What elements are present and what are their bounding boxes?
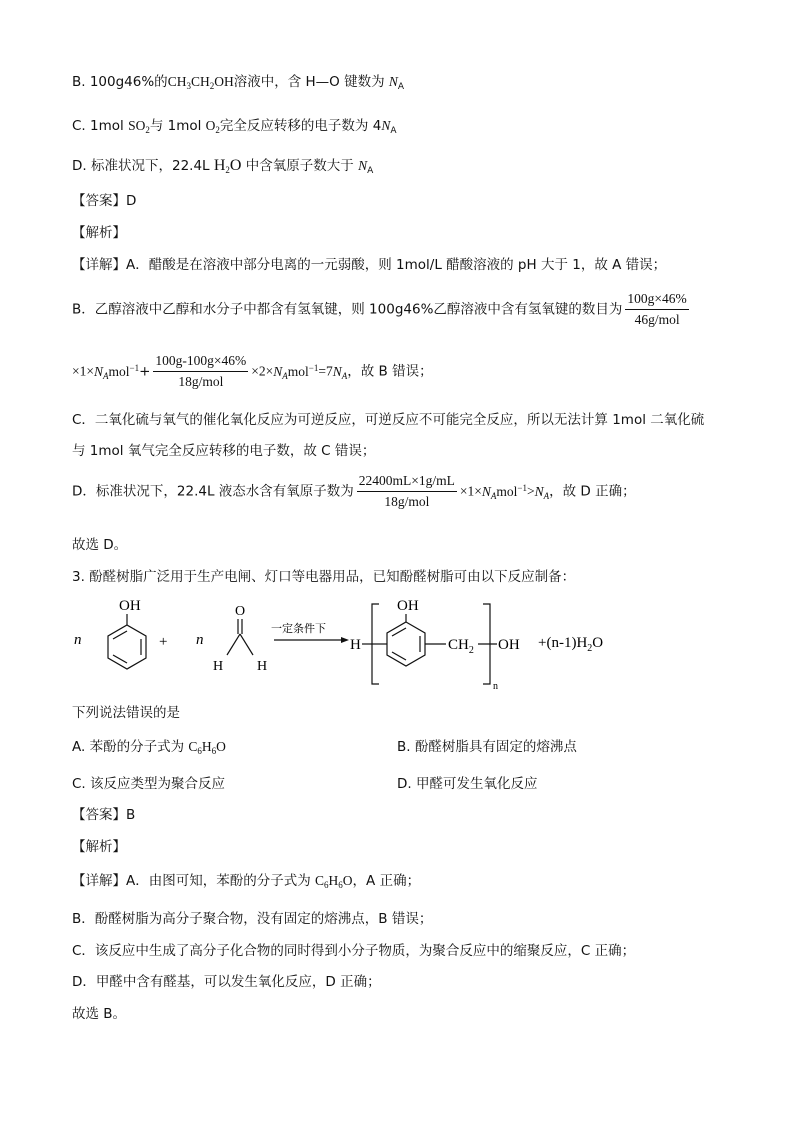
q2-choose: 故选 D。 (72, 537, 128, 553)
plus-sign: + (139, 363, 151, 380)
na-symbol: $N_A$ (93, 363, 109, 381)
q2-detail-a: 【详解】A．醋酸是在溶液中部分电离的一元弱酸，则 1mol/L 醋酸溶液的 pH 大于 1，故 A 错误； (72, 257, 667, 273)
water-byproduct: $+(n-1)H_2O$ (538, 635, 604, 654)
mol-unit: mol$^{-1}$ (496, 482, 527, 499)
na-symbol: $N_A$ (534, 483, 550, 501)
na-subscript: A (390, 126, 397, 136)
option-c-mid: 与 1mol (149, 118, 206, 134)
detail-d-text: D．标准状况下，22.4L 液态水含有氧原子数为 (72, 483, 354, 500)
q3-option-c[interactable]: C. 该反应类型为聚合反应 (72, 776, 226, 792)
greater-than: > (526, 483, 535, 499)
detail-a-end: ，A 正确； (352, 873, 421, 889)
na-subscript: A (367, 166, 374, 176)
arrow-head (341, 637, 349, 643)
reaction-condition: 一定条件下 (271, 623, 326, 635)
reaction-scheme (60, 592, 660, 692)
q2-detail-c-line1: C．二氧化硫与氧气的催化氧化反应为可逆反应，可逆反应不可能完全反应，所以无法计算 1mol 二氧化硫 (72, 412, 705, 428)
ch-bond (227, 634, 240, 655)
q3-detail-a (72, 872, 420, 890)
q3-analysis-heading: 【解析】 (72, 839, 126, 855)
formaldehyde-o: O (235, 604, 246, 619)
option-a-text: A. 苯酚的分子式为 (72, 739, 189, 755)
q3-detail-b: B．酚醛树脂为高分子聚合物，没有固定的熔沸点，B 错误； (72, 911, 433, 927)
option-c-suffix: 完全反应转移的电子数为 4 (219, 118, 382, 134)
q2-detail-d-line (72, 472, 636, 511)
q3-stem: 3. 酚醛树脂广泛用于生产电闸、灯口等电器用品，已知酚醛树脂可由以下反应制备： (72, 569, 576, 585)
option-c-line (72, 117, 397, 135)
phenol-formula: $C_6H_6O$ (315, 873, 353, 890)
detail-d-end: ，故 D 正确； (549, 483, 636, 500)
q3-choose: 故选 B。 (72, 1006, 127, 1022)
fraction-ethanol-moles: $\frac{100g\times 46\%}{\text{46g/mol}}$ (627, 291, 687, 327)
option-b-line (72, 73, 404, 91)
detail-b-end: ，故 B 错误； (347, 363, 433, 380)
q3-option-a[interactable] (72, 738, 226, 756)
na-symbol: $N_A$ (273, 363, 288, 381)
subscript-n: n (493, 681, 498, 692)
q3-option-d[interactable]: D. 甲醛可发生氧化反应 (397, 776, 538, 792)
times-text: ×2× (251, 363, 274, 379)
formaldehyde-h: H (257, 659, 268, 674)
detail-a-text: 【详解】A．由图可知，苯酚的分子式为 (72, 873, 316, 889)
na-symbol: N (381, 118, 391, 133)
q3-question: 下列说法错误的是 (72, 705, 180, 721)
option-d-prefix: D. 标准状况下，22.4L (72, 158, 214, 174)
equals-text: =7 (318, 363, 333, 379)
coef-n-formaldehyde: n (196, 632, 204, 648)
times-text: ×1× (72, 363, 94, 379)
q2-detail-c-line2: 与 1mol 氧气完全反应转移的电子数，故 C 错误； (72, 443, 376, 459)
na-symbol: N (388, 74, 398, 89)
option-c-prefix: C. 1mol (72, 118, 129, 134)
q3-detail-c: C．该反应中生成了高分子化合物的同时得到小分子物质，为聚合反应中的缩聚反应，C 正确； (72, 943, 636, 959)
q2-answer: 【答案】D (72, 193, 137, 209)
na-subscript: A (397, 82, 405, 92)
q2-analysis-heading: 【解析】 (72, 225, 126, 241)
plus-sign: + (159, 634, 168, 650)
polymer-end-h: H (350, 637, 361, 653)
mol-unit: mol$^{-1}$ (108, 362, 140, 379)
phenol-formula: $C_6H_6O$ (188, 739, 226, 756)
detail-b-text: B．乙醇溶液中乙醇和水分子中都含有氢氧键，则 100g46%乙醇溶液中含有氢氧键的数目为 (72, 301, 623, 318)
q3-option-b[interactable]: B. 酚醛树脂具有固定的熔沸点 (397, 739, 577, 755)
fraction-water-oxygen: $\frac{22400mL\times 1g/mL}{\text{18g/mol}}$ (358, 473, 455, 509)
formaldehyde-h: H (213, 659, 224, 674)
na-symbol: N (358, 158, 368, 173)
q3-detail-d: D．甲醛中含有醛基，可以发生氧化反应，D 正确； (72, 974, 381, 990)
polymer-oh-label: OH (397, 598, 419, 614)
na-symbol: $N_A$ (332, 363, 348, 381)
coef-n-phenol: n (74, 632, 82, 648)
mol-unit: mol$^{-1}$ (287, 362, 319, 379)
q2-detail-b-line2 (72, 352, 433, 391)
polymer-end-oh: OH (498, 637, 520, 653)
q3-answer: 【答案】B (72, 807, 136, 823)
option-b-suffix: 溶液中，含 H—O 键数为 (233, 74, 389, 90)
ch2-label: $CH_2$ (448, 637, 474, 656)
h2o-formula: $H_2O$ (213, 157, 242, 175)
option-d-line (72, 157, 373, 175)
ethanol-formula: $CH_3CH_2OH$ (167, 74, 234, 91)
na-symbol: $N_A$ (481, 483, 497, 501)
o2-formula: $O_2$ (205, 118, 220, 135)
times-text: ×1× (459, 483, 482, 499)
ch-bond (240, 634, 253, 655)
fraction-water-moles: $\frac{100g-100g\times 46\%}{\text{18g/mol}}$ (155, 353, 247, 389)
so2-formula: $SO_2$ (128, 118, 150, 135)
q2-detail-b-line1 (72, 290, 692, 329)
option-b-prefix: B. 100g46%的 (72, 74, 168, 90)
phenol-oh-label: OH (119, 598, 141, 614)
option-d-suffix: 中含氧原子数大于 (241, 158, 359, 174)
